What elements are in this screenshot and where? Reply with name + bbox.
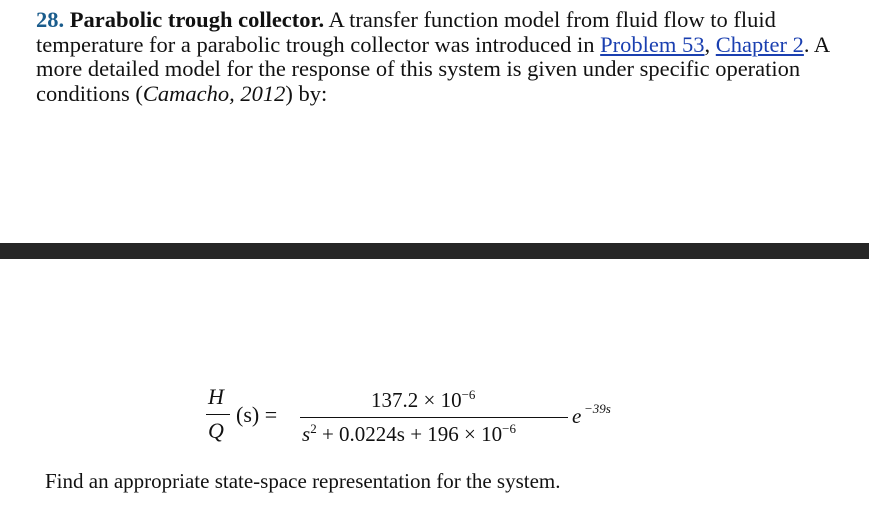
problem-statement — [36, 8, 856, 106]
lhs-numerator: H — [208, 384, 224, 409]
problem-text-part-3: ) by: — [285, 80, 328, 106]
delay-base: e — [572, 404, 582, 428]
question-text: Find an appropriate state-space representation for the system. — [45, 469, 561, 493]
lhs-denominator: Q — [208, 418, 224, 443]
link-chapter-2[interactable]: Chapter 2 — [715, 31, 804, 57]
numerator — [371, 387, 475, 413]
denominator — [302, 421, 516, 447]
denominator-rest: + 0.0224s + 196 × 10 — [316, 422, 503, 446]
citation: Camacho, 2012 — [142, 80, 286, 106]
section-divider — [0, 243, 869, 259]
main-fraction-bar — [300, 417, 568, 418]
lhs-argument: (s) = — [236, 402, 278, 427]
numerator-main: 137.2 × 10 — [371, 388, 462, 412]
problem-number: 28. — [36, 7, 65, 32]
link-problem-53[interactable]: Problem 53 — [600, 31, 705, 57]
denominator-exponent: −6 — [502, 421, 516, 436]
problem-text-part-1: A transfer function model from fluid flow to fluid temperature for a parabolic trough collector was introduced in — [36, 7, 776, 57]
denominator-s: s — [302, 422, 311, 446]
denominator-s-exponent: 2 — [310, 421, 317, 436]
link-separator: , — [704, 31, 716, 57]
problem-panel — [0, 0, 869, 243]
delay-exponent: −39s — [584, 401, 611, 416]
problem-text-part-2: . A more detailed model for the response of this system is given under specific operation conditions ( — [36, 31, 829, 106]
lhs-fraction-bar — [206, 414, 230, 415]
numerator-exponent: −6 — [461, 387, 476, 402]
problem-title: Parabolic trough collector. — [69, 7, 325, 32]
